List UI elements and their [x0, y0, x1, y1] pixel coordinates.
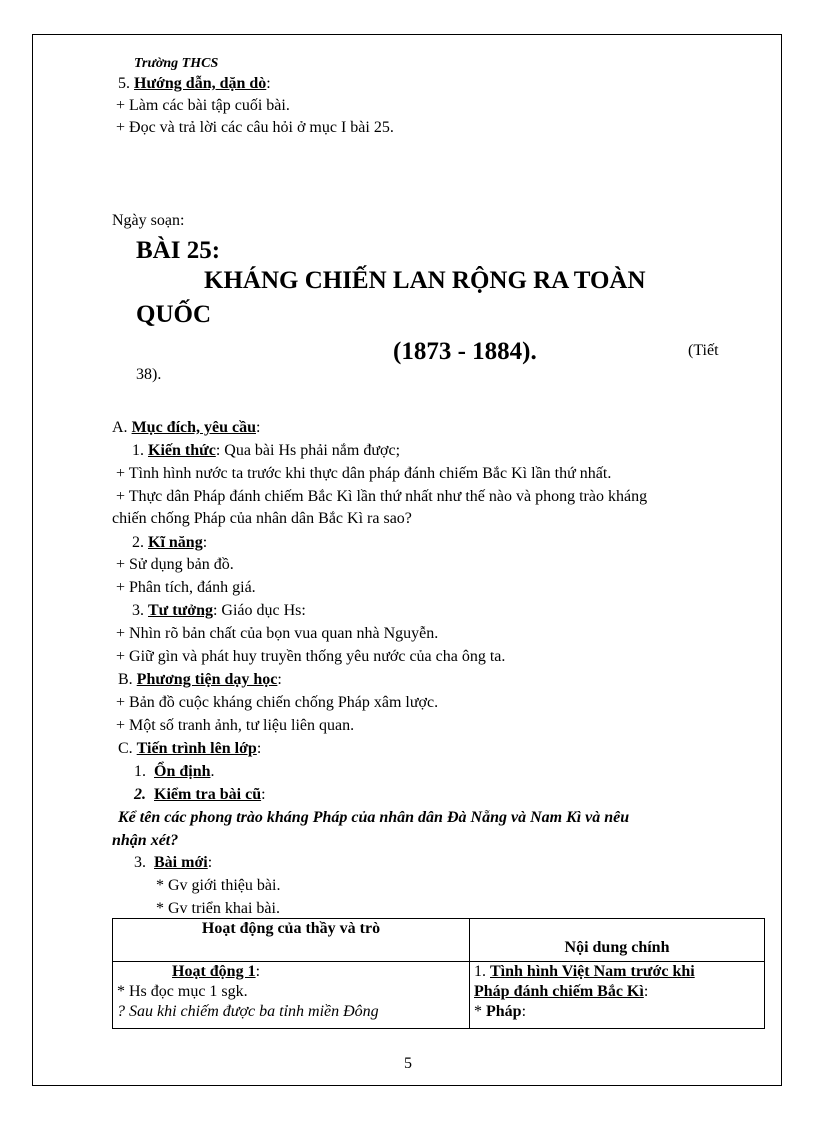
section-a-heading — [112, 418, 260, 438]
table-header-row — [113, 919, 765, 962]
activity-1-line2: ? Sau khi chiếm được ba tỉnh miền Đông — [117, 1003, 379, 1020]
content-1-france-colon: : — [521, 1003, 527, 1020]
section-b-heading — [118, 670, 282, 690]
section-a-letter: A. — [112, 419, 128, 436]
skills-heading — [132, 533, 207, 553]
lesson-number: BÀI 25: — [136, 237, 221, 264]
attitude-heading — [132, 601, 306, 621]
step-1-number: 1. — [134, 763, 146, 780]
review-question-line2: nhận xét? — [112, 832, 179, 849]
materials-item-1: + Bản đồ cuộc kháng chiến chống Pháp xâm lược. — [116, 694, 439, 711]
activity-1-heading — [117, 962, 465, 982]
lesson-years: (1873 - 1884). — [393, 338, 537, 365]
prev-item-1: + Làm các bài tập cuối bài. — [116, 97, 290, 114]
section-b-letter: B. — [118, 671, 133, 688]
content-1-heading — [474, 962, 760, 982]
lesson-title-line1: KHÁNG CHIẾN LAN RỘNG RA TOÀN — [204, 267, 646, 294]
skills-item-1: + Sử dụng bản đồ. — [116, 556, 234, 573]
content-1-star: * — [474, 1003, 486, 1020]
knowledge-item-1: + Tình hình nước ta trước khi thực dân pháp đánh chiếm Bắc Kì lần thứ nhất. — [116, 465, 612, 482]
knowledge-item-2: + Thực dân Pháp đánh chiếm Bắc Kì lần thứ nhất như thế nào và phong trào kháng — [116, 488, 648, 505]
knowledge-title: Kiến thức — [148, 442, 216, 459]
step-1-period: . — [210, 763, 215, 780]
knowledge-number: 1. — [132, 442, 144, 459]
school-header: Trường THCS — [134, 56, 219, 71]
knowledge-item-2-cont: chiến chống Pháp của nhân dân Bắc Kì ra sao? — [112, 510, 412, 527]
step-3-colon: : — [207, 854, 213, 871]
content-1-france-label: Pháp — [486, 1003, 522, 1020]
attitude-item-2: + Giữ gìn và phát huy truyền thống yêu nước của cha ông ta. — [116, 648, 506, 665]
section-b-colon: : — [277, 671, 282, 688]
attitude-item-1: + Nhìn rõ bản chất của bọn vua quan nhà Nguyễn. — [116, 625, 439, 642]
prev-section-title: Hướng dẫn, dặn dò — [134, 75, 267, 92]
activity-table — [112, 918, 765, 1029]
lesson-title-line2: QUỐC — [136, 301, 211, 328]
prev-section-colon: : — [266, 75, 271, 92]
activity-1-title: Hoạt động 1 — [172, 963, 256, 980]
col1-header: Hoạt động của thầy và trò — [113, 919, 470, 962]
prev-section-number: 5. — [118, 75, 130, 92]
skills-title: Kĩ năng — [148, 534, 203, 551]
section-c-letter: C. — [118, 740, 133, 757]
lesson-period-a: (Tiết — [688, 342, 719, 359]
content-1-title-b: Pháp đánh chiếm Bắc Kì — [474, 983, 644, 1000]
step-2-colon: : — [261, 786, 266, 803]
content-1-colon: : — [643, 983, 649, 1000]
step-3-item-2: * Gv triển khai bài. — [156, 900, 280, 917]
lesson-period-b: 38). — [136, 366, 162, 383]
section-c-colon: : — [256, 740, 262, 757]
skills-item-2: + Phân tích, đánh giá. — [116, 579, 256, 596]
activity-1-line1: * Hs đọc mục 1 sgk. — [117, 983, 248, 1000]
attitude-title: Tư tưởng — [148, 602, 213, 619]
step-2-title: Kiểm tra bài cũ — [154, 786, 262, 803]
section-a-title: Mục đích, yêu cầu — [131, 419, 257, 436]
attitude-number: 3. — [132, 602, 144, 619]
attitude-intro: : Giáo dục Hs: — [212, 602, 306, 619]
step-3-title: Bài mới — [154, 854, 208, 871]
section-a-colon: : — [256, 419, 261, 436]
content-1-france — [474, 1002, 760, 1022]
right-cell — [470, 962, 765, 1029]
left-cell — [113, 962, 470, 1029]
step-1 — [134, 762, 214, 782]
step-2-number: 2. — [134, 786, 146, 803]
content-1-number: 1. — [474, 963, 486, 980]
date-label: Ngày soạn: — [112, 212, 185, 229]
prev-item-2: + Đọc và trả lời các câu hỏi ở mục I bài 25. — [116, 119, 394, 136]
col2-header: Nội dung chính — [470, 919, 765, 962]
page-number: 5 — [404, 1055, 412, 1072]
materials-item-2: + Một số tranh ảnh, tư liệu liên quan. — [116, 717, 355, 734]
activity-1-colon: : — [255, 963, 261, 980]
table-row — [113, 962, 765, 1029]
content-1-heading-cont — [474, 982, 760, 1002]
knowledge-heading — [132, 441, 400, 461]
section-c-heading — [118, 739, 261, 759]
section-c-title: Tiến trình lên lớp — [136, 740, 257, 757]
step-2 — [134, 785, 266, 805]
step-3-number: 3. — [134, 854, 146, 871]
step-1-title: Ổn định — [154, 763, 211, 780]
step-3-item-1: * Gv giới thiệu bài. — [156, 877, 281, 894]
prev-section-heading — [118, 74, 271, 94]
knowledge-intro: : Qua bài Hs phải nắm được; — [215, 442, 401, 459]
content-1-title-a: Tình hình Việt Nam trước khi — [490, 963, 695, 980]
section-b-title: Phương tiện dạy học — [136, 671, 278, 688]
review-question-line1: Kể tên các phong trào kháng Pháp của nhân dân Đà Nẵng và Nam Kì và nêu — [118, 809, 630, 826]
step-3 — [134, 853, 212, 873]
skills-number: 2. — [132, 534, 144, 551]
skills-colon: : — [202, 534, 208, 551]
